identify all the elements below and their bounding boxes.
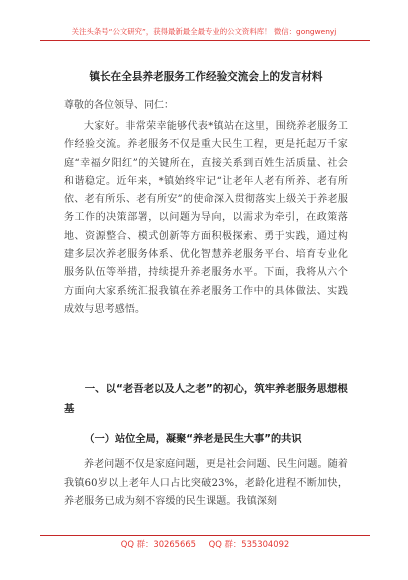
salutation: 尊敬的各位领导、同仁：: [64, 100, 174, 111]
header-banner: 关注头条号“公文研究”，获得最新最全最专业的公文资料库！ 微信：gongwenyj: [71, 27, 337, 36]
document-title: 镇长在全县养老服务工作经验交流会上的发言材料: [89, 71, 323, 83]
footer-qq-group-2: QQ 群：535304092: [208, 539, 290, 549]
header-divider: [40, 40, 370, 41]
footer-contacts: [40, 538, 370, 550]
intro-paragraph: 大家好。非常荣幸能够代表*镇站在这里，围绕养老服务工作经验交流。养老服务不仅是重大民生工程，更是托起万千家庭“幸福夕阳红”的关键所在，直接关系到百姓生活质量、社会和谐稳定。近年来，*镇始终牢记“让老年人老有所养、老有所依、老有所乐、老有所安”的使命深入贯彻落实上级关于养老服务工作的决策部署，以问题为导向，以需求为牵引，在政策落地、资源整合、模式创新等方面积极探索、勇于实践，通过构建多层次养老服务体系、优化智慧养老服务平台、培育专业化服务队伍等举措，持续提升养老服务水平。下面，我将从六个方面向大家系统汇报我镇在养老服务工作中的具体做法、实践成效与思考感悟。: [64, 121, 348, 315]
section-heading: 一、以“老吾老以及人之老”的初心，筑牢养老服务思想根基: [64, 383, 348, 415]
sub-heading: （一）站位全局，凝聚“养老是民生大事”的共识: [84, 434, 302, 445]
section-paragraph: 养老问题不仅是家庭问题，更是社会问题、民生问题。随着我镇60岁以上老年人口占比突破23%，老龄化进程不断加快，养老服务已成为刻不容缓的民生课题。我镇深刻: [64, 459, 348, 508]
footer-divider: [40, 535, 370, 536]
footer-qq-group-1: QQ 群：30265665: [120, 539, 196, 549]
